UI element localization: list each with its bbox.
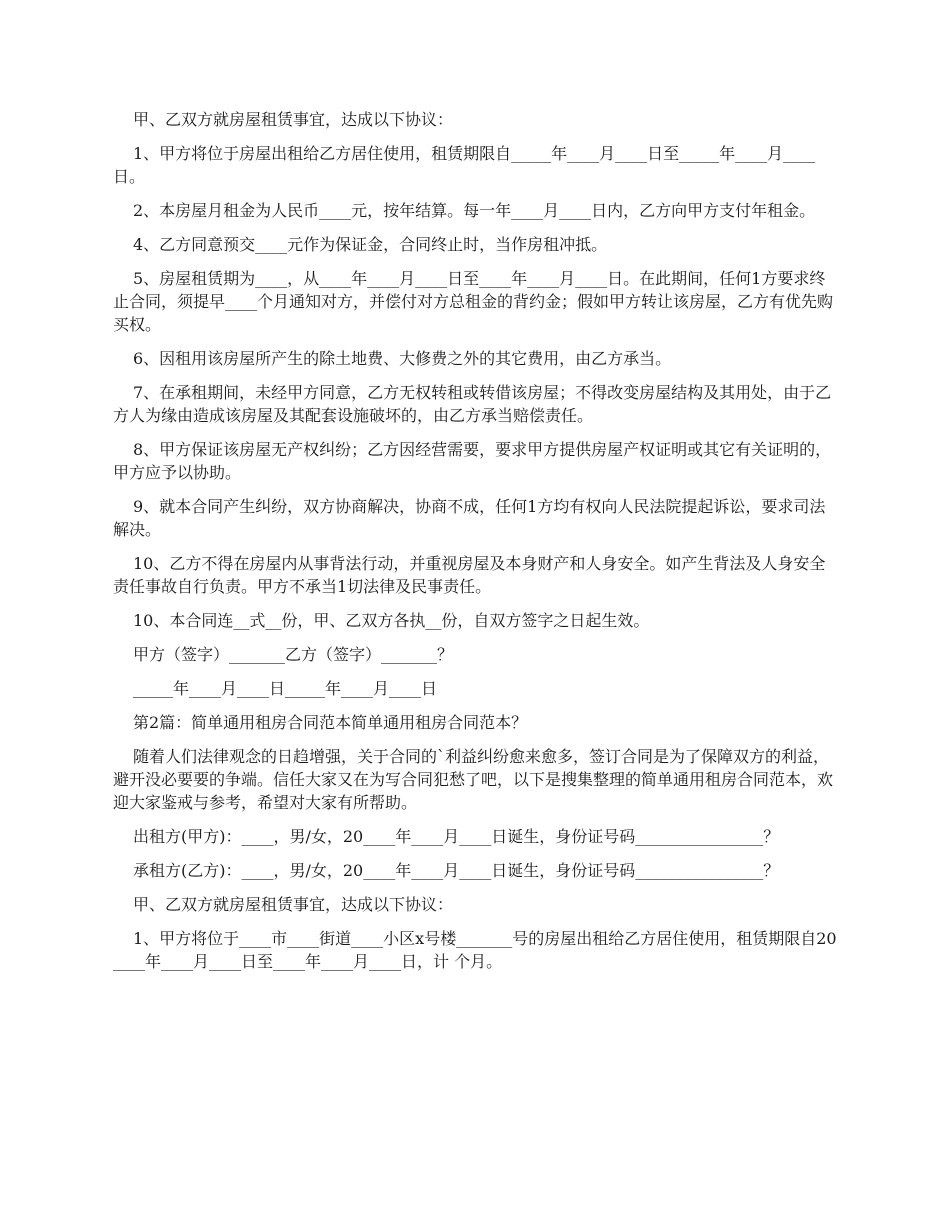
clause-1: 1、甲方将位于房屋出租给乙方居住使用，租赁期限自_____年____月____日至_____年____月____日。: [113, 144, 816, 186]
paragraph-intro: 甲、乙双方就房屋租赁事宜，达成以下协议：: [133, 110, 454, 129]
clause-10a: 10、乙方不得在房屋内从事背法行动，并重视房屋及本身财产和人身安全。如产生背法及人身安全责任事故自行负责。甲方不承当1切法律及民事责任。: [113, 554, 826, 596]
date-line: _____年____月____日_____年____月____日: [133, 679, 438, 698]
clause-6: 6、因租用该房屋所产生的除土地费、大修费之外的其它费用，由乙方承当。: [133, 349, 672, 368]
clause-4: 4、乙方同意预交____元作为保证金，合同终止时，当作房租冲抵。: [133, 235, 608, 254]
clause-7: 7、在承租期间，未经甲方同意，乙方无权转租或转借该房屋；不得改变房屋结构及其用处，由于乙方人为缘由造成该房屋及其配套设施破坏的，由乙方承当赔偿责任。: [113, 383, 832, 425]
signature-line: 甲方（签字）_______乙方（签字）_______？: [133, 645, 454, 664]
clause-5: 5、房屋租赁期为____，从____年____月____日至____年____月____日。在此期间，任何1方要求终止合同，须提早____个月通知对方，并偿付对方总租金的背约金；假如甲方转让该房屋，乙方有优先购买权。: [113, 269, 834, 334]
preface-paragraph: 随着人们法律观念的日趋增强，关于合同的`利益纠纷愈来愈多，签订合同是为了保障双方的利益，避开没必要要的争端。信任大家又在为写合同犯愁了吧，以下是搜集整理的简单通用租房合同范本，欢迎大家鉴戒与参考，希望对大家有所帮助。: [113, 747, 834, 812]
lessor-info: 出租方(甲方)：____，男/女，20____年____月____日诞生，身份证号码________________？: [133, 827, 780, 846]
paragraph-intro-2: 甲、乙双方就房屋租赁事宜，达成以下协议：: [133, 895, 454, 914]
clause-9: 9、就本合同产生纠纷，双方协商解决，协商不成，任何1方均有权向人民法院提起诉讼，要求司法解决。: [113, 497, 826, 539]
clause-1-second: 1、甲方将位于____市____街道____小区x号楼_______号的房屋出租给乙方居住使用，租赁期限自20____年____月____日至____年____月____日，计 个月。: [113, 929, 837, 971]
lessee-info: 承租方(乙方)：____，男/女，20____年____月____日诞生，身份证号码________________？: [133, 861, 780, 880]
clause-10b: 10、本合同连__式__份，甲、乙双方各执__份，自双方签字之日起生效。: [133, 611, 650, 630]
clause-8: 8、甲方保证该房屋无产权纠纷；乙方因经营需要，要求甲方提供房屋产权证明或其它有关证明的，甲方应予以协助。: [113, 440, 832, 482]
document-body: [113, 108, 840, 984]
clause-2: 2、本房屋月租金为人民币____元，按年结算。每一年____月____日内，乙方向甲方支付年租金。: [133, 201, 816, 220]
section-heading: 第2篇：简单通用租房合同范本简单通用租房合同范本？: [133, 713, 528, 732]
